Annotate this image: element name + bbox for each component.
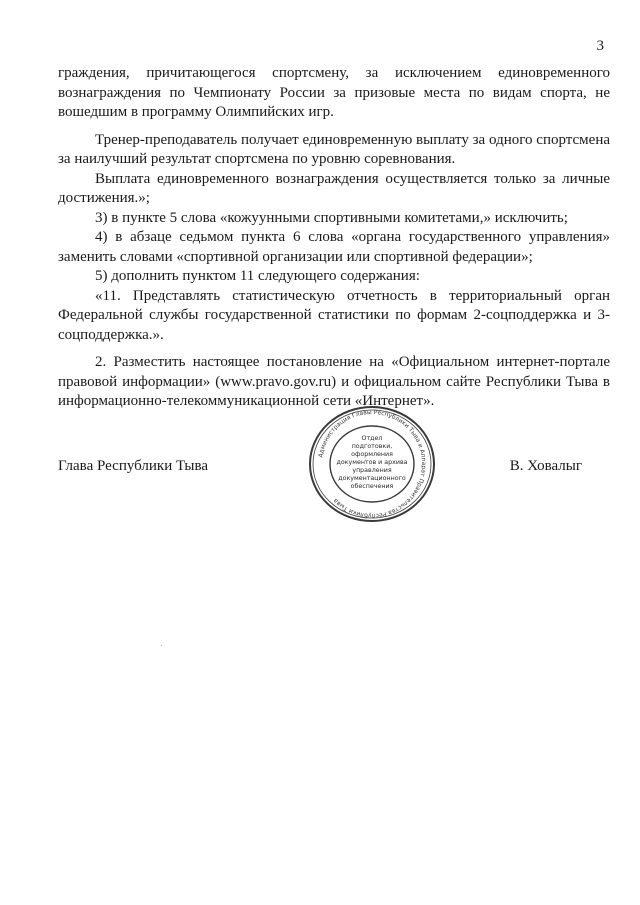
stamp-line-4: документов и архива bbox=[336, 459, 408, 466]
paragraph-5: 4) в абзаце седьмом пункта 6 слова «органа государственного управления» заменить словами «спортивной организации или спортивной федерации»; bbox=[58, 229, 610, 265]
scan-speck bbox=[161, 645, 162, 646]
stamp-line-2: подготовки, bbox=[351, 443, 393, 450]
signature-name: В. Ховалыг bbox=[509, 458, 582, 474]
stamp-line-6: документационного bbox=[338, 475, 406, 482]
official-stamp bbox=[305, 404, 439, 524]
stamp-line-1: Отдел bbox=[361, 435, 383, 442]
stamp-line-7: обеспечения bbox=[350, 483, 394, 490]
paragraph-1: граждения, причитающегося спортсмену, за исключением единовременного вознаграждения по Чемпионату России за призовые места по видам спорта, не вошедшим в программу Олимпийских игр. bbox=[58, 65, 610, 120]
stamp-line-3: оформления bbox=[351, 451, 393, 458]
document-body bbox=[58, 64, 610, 412]
paragraph-4: 3) в пункте 5 слова «кожуунными спортивными комитетами,» исключить; bbox=[95, 209, 568, 226]
signature-position: Глава Республики Тыва bbox=[58, 458, 209, 474]
paragraph-3: Выплата единовременного вознаграждения осуществляется только за личные достижения.»; bbox=[58, 170, 610, 206]
stamp-ring-text: Администрация Главы Республики Тыва и Аппарат Правительства Республики Тыва bbox=[317, 408, 428, 520]
page-number: 3 bbox=[596, 38, 604, 54]
paragraph-8: 2. Разместить настоящее постановление на «Официальном интернет-портале правовой информации» (www.pravo.gov.ru) и официальном сайте Республики Тыва в информационно-телекоммуникационной сети «Интернет». bbox=[58, 354, 610, 409]
stamp-line-5: управления bbox=[352, 467, 392, 474]
paragraph-6: 5) дополнить пунктом 11 следующего содержания: bbox=[95, 268, 420, 284]
stamp-graphic bbox=[305, 404, 439, 524]
paragraph-2: Тренер-преподаватель получает единовременную выплату за одного спортсмена за наилучший результат спортсмена по уровню соревнования. bbox=[58, 131, 610, 167]
paragraph-7: «11. Представлять статистическую отчетность в территориальный орган Федеральной службы государственной статистики по формам 2-соцподдержка и 3-соцподдержка.». bbox=[58, 287, 610, 343]
